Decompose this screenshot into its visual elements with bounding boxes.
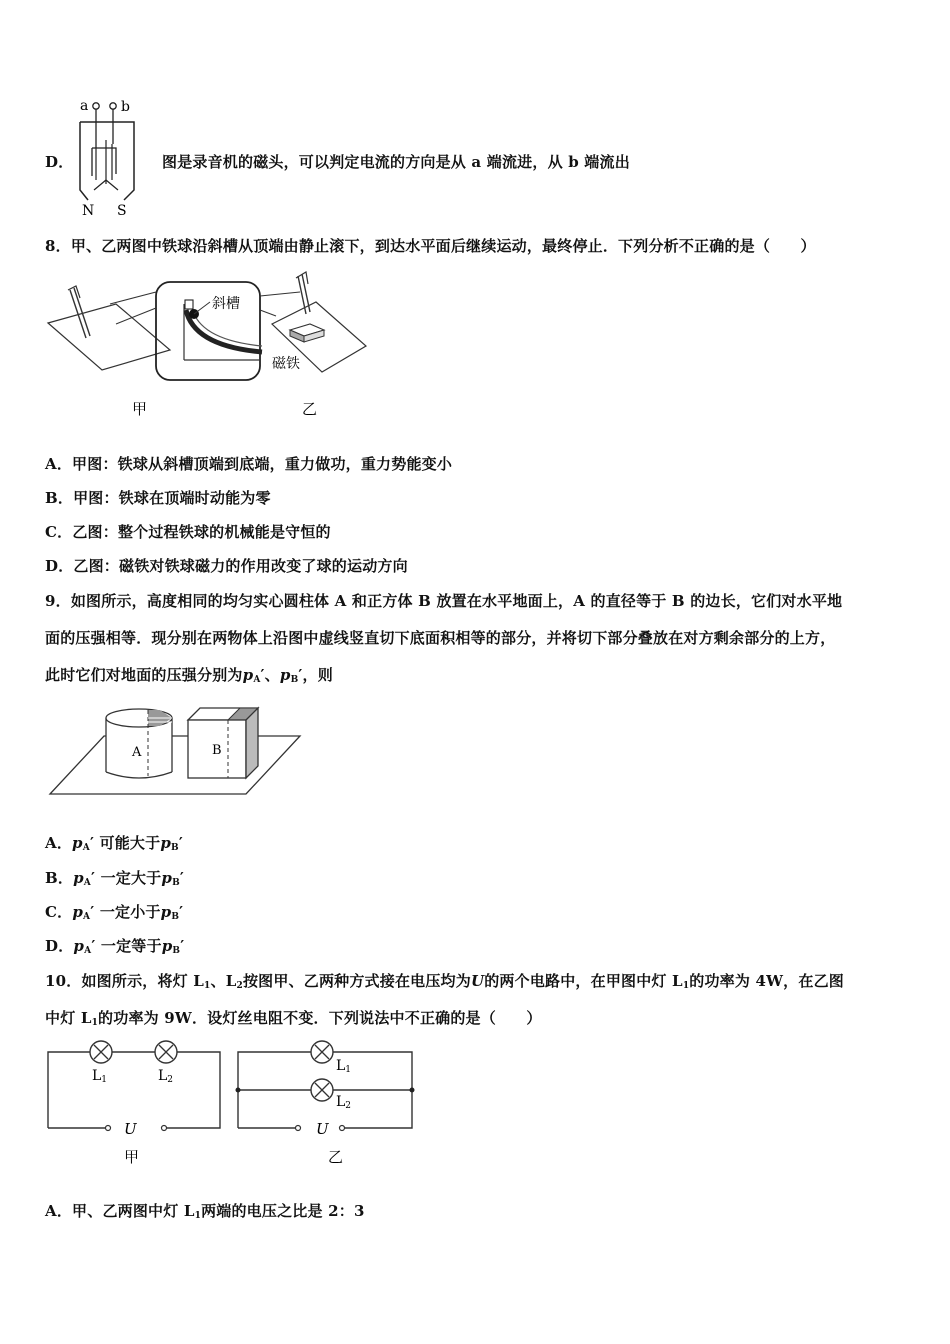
q10-figure bbox=[44, 1038, 424, 1170]
q10-s1e: 的功率为 4W，在乙图 bbox=[689, 972, 844, 990]
pa-p: p bbox=[242, 666, 254, 684]
pb-prime: ′ bbox=[298, 666, 303, 684]
jia-label: 甲 bbox=[132, 400, 148, 418]
q10-optA-a: A．甲、乙两图中灯 L bbox=[45, 1202, 195, 1220]
q10-option-a bbox=[45, 1200, 365, 1221]
pole-s-label: S bbox=[117, 203, 127, 219]
q9-option-d-relation: 一定等于 bbox=[100, 937, 162, 955]
jia-l1-label: L1 bbox=[92, 1068, 108, 1085]
q8-option-d: D．乙图：磁铁对铁球磁力的作用改变了球的运动方向 bbox=[45, 557, 408, 575]
q10-sub1-b: 1 bbox=[682, 981, 690, 991]
yi-l2-label: L2 bbox=[336, 1094, 352, 1111]
q10-s1d: 的两个电路中，在甲图中灯 L bbox=[484, 972, 683, 990]
q9-c-pb: p bbox=[160, 903, 172, 921]
q9-a-pa-prime: ′ bbox=[89, 834, 95, 852]
q9-option-a-letter: A． bbox=[45, 834, 73, 852]
yi-label: 乙 bbox=[302, 400, 318, 418]
pole-n-label: N bbox=[82, 203, 95, 219]
q10-optA-b: 两端的电压之比是 2：3 bbox=[201, 1202, 365, 1220]
pb-sub: B bbox=[290, 675, 299, 685]
q7-option-d-letter: D． bbox=[45, 153, 74, 171]
pb-p: p bbox=[279, 666, 291, 684]
q9-option-d-letter: D． bbox=[45, 937, 74, 955]
q9-option-a bbox=[45, 832, 183, 853]
q9-d-pa-sub: A bbox=[84, 946, 92, 956]
q9-d-pb-prime: ′ bbox=[180, 937, 185, 955]
jia-l2-label: L2 bbox=[158, 1068, 174, 1085]
q9-b-pa: p bbox=[73, 869, 84, 887]
q9-option-c-letter: C． bbox=[45, 903, 73, 921]
q10-stem-line2 bbox=[45, 1007, 542, 1028]
q9-option-b-relation: 一定大于 bbox=[100, 869, 162, 887]
q10-sub1-c: 1 bbox=[91, 1018, 99, 1028]
q10-s2a: 中灯 L bbox=[45, 1009, 92, 1027]
q9-option-d bbox=[45, 935, 184, 956]
q10-sub2: 2 bbox=[236, 981, 243, 991]
q9-a-pb-prime: ′ bbox=[178, 834, 184, 852]
q10-u: U bbox=[470, 972, 485, 990]
q9-option-c bbox=[45, 901, 183, 922]
q9-option-a-relation: 可能大于 bbox=[99, 834, 161, 852]
q9-c-pa-prime: ′ bbox=[90, 903, 95, 921]
yi-l1-label: L1 bbox=[336, 1058, 352, 1075]
q9-sep: 、 bbox=[264, 666, 280, 684]
q9-d-pb: p bbox=[161, 937, 173, 955]
q10-s2b: 的功率为 9W．设灯丝电阻不变．下列说法中不正确的是（ ） bbox=[98, 1009, 542, 1027]
q9-c-pb-sub: B bbox=[171, 912, 180, 922]
q8-figure bbox=[44, 268, 384, 428]
yi-u-label: U bbox=[316, 1120, 329, 1138]
q9-b-pb-sub: B bbox=[172, 878, 180, 888]
q9-b-pa-prime: ′ bbox=[90, 869, 96, 887]
q8-stem: 8．甲、乙两图中铁球沿斜槽从顶端由静止滚下，到达水平面后继续运动，最终停止．下列分析不正确的是（ ） bbox=[45, 237, 816, 255]
q8-option-c: C．乙图：整个过程铁球的机械能是守恒的 bbox=[45, 523, 331, 541]
yi-label: 乙 bbox=[328, 1148, 344, 1166]
terminal-b-label: b bbox=[121, 99, 130, 115]
q9-c-pa: p bbox=[72, 903, 84, 921]
q9-b-pa-sub: A bbox=[83, 878, 91, 888]
q9-stem-line3 bbox=[45, 664, 333, 685]
q9-d-pa-prime: ′ bbox=[91, 937, 96, 955]
q9-stem-line1: 9．如图所示，高度相同的均匀实心圆柱体 A 和正方体 B 放置在水平地面上，A 的直径等于 B 的边长，它们对水平地 bbox=[45, 592, 843, 610]
q9-b-pb-prime: ′ bbox=[179, 869, 185, 887]
q10-s1c: 按图甲、乙两种方式接在电压均为 bbox=[242, 972, 471, 990]
q9-a-pb-sub: B bbox=[171, 843, 179, 853]
q9-option-b-letter: B． bbox=[45, 869, 74, 887]
q10-sub1-a: 1 bbox=[204, 981, 211, 991]
q9-stem-line3-pre: 此时它们对地面的压强分别为 bbox=[45, 666, 243, 684]
cube-b-label: B bbox=[212, 743, 222, 758]
q9-stem-line2: 面的压强相等．现分别在两物体上沿图中虚线竖直切下底面积相等的部分，并将切下部分叠放在对方剩余部分的上方， bbox=[45, 629, 836, 647]
q10-s1a: 10．如图所示，将灯 L bbox=[45, 972, 205, 990]
q9-option-b bbox=[45, 867, 184, 888]
q9-figure bbox=[48, 700, 304, 800]
q9-option-c-relation: 一定小于 bbox=[99, 903, 161, 921]
q10-optA-sub1: 1 bbox=[194, 1211, 202, 1221]
jia-u-label: U bbox=[124, 1120, 137, 1138]
q9-c-pb-prime: ′ bbox=[179, 903, 184, 921]
q10-stem-line1 bbox=[45, 970, 844, 991]
recorder-head-figure bbox=[66, 96, 156, 220]
q9-d-pa: p bbox=[73, 937, 85, 955]
q8-option-b: B．甲图：铁球在顶端时动能为零 bbox=[45, 489, 271, 507]
slot-label: 斜槽 bbox=[212, 296, 240, 312]
q9-c-pa-sub: A bbox=[83, 912, 91, 922]
q9-b-pb: p bbox=[161, 869, 173, 887]
cylinder-a-label: A bbox=[132, 745, 142, 760]
terminal-a-label: a bbox=[80, 98, 89, 114]
q9-a-pb: p bbox=[160, 834, 172, 852]
jia-label: 甲 bbox=[124, 1148, 140, 1166]
pa-sub: A bbox=[253, 675, 261, 685]
q9-a-pa-sub: A bbox=[82, 843, 90, 853]
q9-d-pb-sub: B bbox=[172, 946, 181, 956]
q7-option-d-text: 图是录音机的磁头，可以判定电流的方向是从 a 端流进，从 b 端流出 bbox=[162, 153, 630, 171]
q8-option-a: A．甲图：铁球从斜槽顶端到底端，重力做功，重力势能变小 bbox=[45, 455, 453, 473]
q9-stem-line3-post: ，则 bbox=[302, 666, 333, 684]
pa-prime: ′ bbox=[260, 666, 265, 684]
q9-a-pa: p bbox=[72, 834, 83, 852]
magnet-label: 磁铁 bbox=[272, 356, 300, 372]
q10-s1b: 、L bbox=[210, 972, 237, 990]
